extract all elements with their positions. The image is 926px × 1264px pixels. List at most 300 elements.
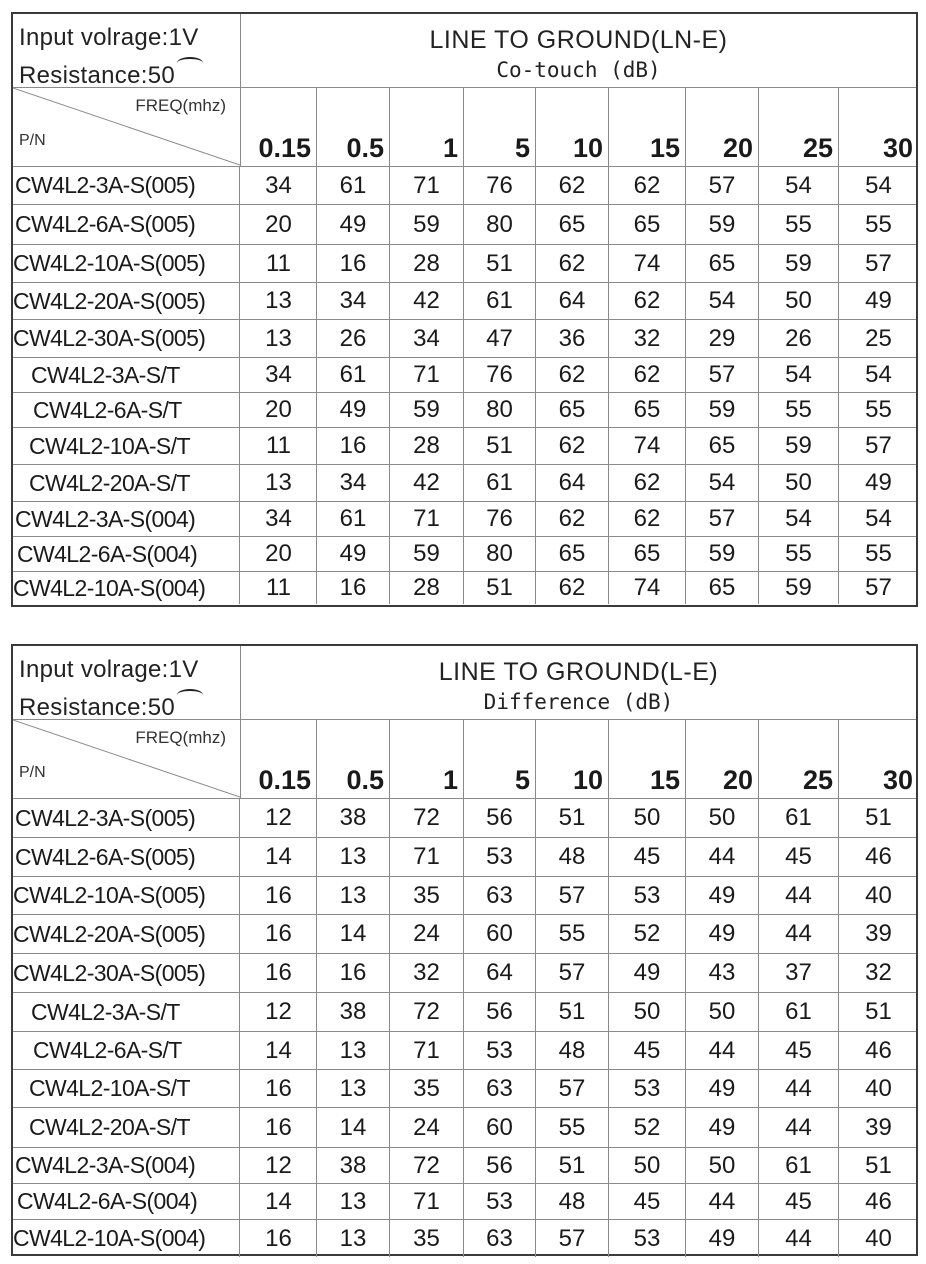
part-number-cell: CW4L2-6A-S/T [13,393,240,427]
part-number-cell: CW4L2-20A-S/T [13,1108,240,1147]
attenuation-value-cell: 20 [241,205,317,244]
input-voltage-label: Input volrage:1V [19,656,199,683]
attenuation-value-cell: 24 [390,1108,464,1147]
pn-label: P/N [19,764,46,781]
attenuation-value-cell: 51 [865,998,892,1025]
attenuation-value-cell: 61 [759,1148,839,1183]
attenuation-value-cell: 61 [464,465,536,501]
attenuation-value-cell: 61 [759,993,839,1031]
attenuation-value-cell: 14 [317,1108,390,1147]
attenuation-value-cell: 53 [609,877,686,914]
attenuation-value-cell: 13 [241,283,317,319]
attenuation-value-cell: 45 [609,1032,686,1069]
attenuation-value-cell: 16 [241,1070,317,1107]
attenuation-value-cell: 29 [686,320,759,357]
attenuation-value-cell: 49 [317,537,390,571]
attenuation-value-cell: 44 [759,1108,839,1147]
attenuation-value-cell: 55 [536,1108,609,1147]
table-row [13,320,916,358]
attenuation-value-cell: 62 [536,428,609,464]
title-block [241,646,916,719]
attenuation-value-cell: 57 [865,249,892,277]
part-number-cell: CW4L2-3A-S(005) [13,167,240,204]
pn-label: P/N [19,132,46,149]
attenuation-value-cell: 57 [686,502,759,536]
attenuation-value-cell: 44 [686,1184,759,1219]
attenuation-value-cell: 55 [759,537,839,571]
attenuation-value-cell: 71 [390,1184,464,1219]
attenuation-value-cell: 59 [686,537,759,571]
attenuation-value-cell: 32 [865,959,892,986]
table-row [13,283,916,320]
frequency-header-cell [536,88,609,166]
title-block [241,14,916,87]
attenuation-value-cell: 39 [865,920,892,947]
attenuation-value-cell: 50 [759,283,839,319]
attenuation-value-cell: 59 [759,428,839,464]
attenuation-value-cell: 54 [759,167,839,204]
attenuation-value-cell: 50 [609,993,686,1031]
frequency-value: 1 [442,133,458,163]
attenuation-value-cell: 51 [464,572,536,604]
attenuation-value-cell: 46 [865,1187,892,1215]
table-row [13,358,916,393]
attenuation-value-cell: 54 [759,358,839,392]
attenuation-value-cell: 57 [536,1220,609,1257]
attenuation-value-cell: 42 [390,283,464,319]
attenuation-value-cell: 59 [686,205,759,244]
attenuation-value-cell: 65 [609,205,686,244]
attenuation-value-cell: 49 [686,877,759,914]
attenuation-value-cell: 62 [536,167,609,204]
frequency-value: 1 [442,765,458,795]
frequency-value: 20 [722,133,753,163]
table-row [13,537,916,572]
attenuation-value-cell: 28 [390,572,464,604]
attenuation-value-cell: 55 [865,540,892,567]
attenuation-value-cell: 62 [609,465,686,501]
attenuation-value-cell: 50 [609,1148,686,1183]
attenuation-value-cell: 16 [241,915,317,953]
attenuation-value-cell: 13 [241,465,317,501]
diagonal-header-cell [13,88,241,166]
attenuation-value-cell: 32 [609,320,686,357]
attenuation-value-cell: 65 [686,245,759,282]
attenuation-value-cell: 51 [536,993,609,1031]
attenuation-value-cell: 61 [317,502,390,536]
frequency-value: 10 [572,133,603,163]
attenuation-value-cell: 51 [464,428,536,464]
table-row [13,428,916,465]
table-row [13,1220,916,1257]
table-row [13,1184,916,1220]
table-row [13,799,916,838]
attenuation-value-cell: 20 [241,393,317,427]
attenuation-value-cell: 34 [241,502,317,536]
attenuation-value-cell: 59 [759,245,839,282]
part-number-cell: CW4L2-20A-S(005) [13,915,240,953]
attenuation-value-cell: 16 [317,572,390,604]
part-number-cell: CW4L2-20A-S/T [13,465,240,501]
ohm-icon [177,57,203,69]
frequency-value: 25 [802,765,833,795]
attenuation-value-cell: 13 [317,1184,390,1219]
resistance-row [19,689,203,722]
attenuation-value-cell: 16 [317,428,390,464]
attenuation-value-cell: 55 [759,393,839,427]
frequency-value: 5 [514,765,530,795]
attenuation-value-cell: 14 [241,1184,317,1219]
attenuation-value-cell: 40 [865,881,892,909]
attenuation-value-cell: 59 [759,572,839,604]
table-row [13,877,916,915]
test-conditions [13,14,241,87]
attenuation-value-cell: 13 [241,320,317,357]
resistance-row [19,57,203,90]
attenuation-value-cell: 65 [536,537,609,571]
attenuation-value-cell: 13 [317,1070,390,1107]
attenuation-value-cell: 62 [609,502,686,536]
attenuation-value-cell: 62 [536,572,609,604]
frequency-value: 15 [649,133,680,163]
attenuation-value-cell: 45 [609,838,686,876]
frequency-header-cell [390,720,464,798]
attenuation-value-cell: 60 [464,1108,536,1147]
part-number-cell: CW4L2-3A-S/T [13,993,240,1031]
attenuation-value-cell: 71 [390,838,464,876]
table-row [13,1032,916,1070]
attenuation-value-cell: 74 [609,428,686,464]
attenuation-value-cell: 25 [865,324,892,352]
attenuation-value-cell: 36 [536,320,609,357]
part-number-cell: CW4L2-6A-S(004) [13,537,240,571]
part-number-cell: CW4L2-20A-S(005) [13,283,240,319]
frequency-header-cell [464,720,536,798]
attenuation-value-cell: 64 [536,465,609,501]
attenuation-value-cell: 56 [464,993,536,1031]
attenuation-value-cell: 57 [536,877,609,914]
attenuation-value-cell: 12 [241,1148,317,1183]
part-number-cell: CW4L2-10A-S/T [13,1070,240,1107]
attenuation-value-cell: 65 [609,537,686,571]
attenuation-value-cell: 71 [390,167,464,204]
attenuation-value-cell: 53 [609,1220,686,1257]
part-number-cell: CW4L2-6A-S(005) [13,205,240,244]
resistance-label: Resistance:50 [19,694,175,721]
attenuation-value-cell: 14 [317,915,390,953]
attenuation-value-cell: 45 [759,838,839,876]
attenuation-value-cell: 57 [536,1070,609,1107]
attenuation-value-cell: 51 [464,245,536,282]
attenuation-value-cell: 55 [536,915,609,953]
attenuation-value-cell: 49 [317,205,390,244]
attenuation-value-cell: 76 [464,502,536,536]
attenuation-value-cell: 52 [609,1108,686,1147]
attenuation-value-cell: 71 [390,1032,464,1069]
table-row [13,954,916,993]
part-number-cell: CW4L2-30A-S(005) [13,954,240,992]
frequency-header-cell [759,720,839,798]
attenuation-value-cell: 55 [865,396,892,423]
input-voltage-label: Input volrage:1V [19,24,199,51]
attenuation-value-cell: 54 [686,283,759,319]
attenuation-value-cell: 13 [317,1220,390,1257]
attenuation-value-cell: 54 [865,171,892,199]
part-number-cell: CW4L2-6A-S(005) [13,838,240,876]
frequency-value: 30 [882,133,913,163]
table-row [13,1148,916,1184]
frequency-value: 25 [802,133,833,163]
table-row [13,465,916,502]
attenuation-value-cell: 14 [241,1032,317,1069]
attenuation-value-cell: 65 [609,393,686,427]
attenuation-value-cell: 49 [686,1108,759,1147]
table-title: LINE TO GROUND(L-E) [438,658,719,686]
attenuation-value-cell: 38 [317,799,390,837]
part-number-cell: CW4L2-10A-S/T [13,428,240,464]
table-row [13,502,916,537]
attenuation-value-cell: 42 [390,465,464,501]
attenuation-value-cell: 44 [759,877,839,914]
attenuation-value-cell: 54 [865,505,892,532]
part-number-cell: CW4L2-3A-S/T [13,358,240,392]
attenuation-value-cell: 52 [609,915,686,953]
attenuation-value-cell: 43 [686,954,759,992]
attenuation-value-cell: 57 [865,432,892,459]
attenuation-value-cell: 80 [464,537,536,571]
attenuation-value-cell: 61 [317,167,390,204]
attenuation-value-cell: 46 [865,1036,892,1064]
attenuation-value-cell: 62 [536,358,609,392]
attenuation-value-cell: 72 [390,993,464,1031]
attenuation-value-cell: 71 [390,358,464,392]
attenuation-value-cell: 59 [390,393,464,427]
part-number-cell: CW4L2-10A-S(004) [13,572,240,604]
attenuation-value-cell: 74 [609,245,686,282]
attenuation-value-cell: 49 [317,393,390,427]
attenuation-value-cell: 56 [464,799,536,837]
attenuation-value-cell: 49 [686,915,759,953]
attenuation-value-cell: 16 [317,954,390,992]
attenuation-value-cell: 13 [317,838,390,876]
attenuation-value-cell: 35 [390,1220,464,1257]
attenuation-value-cell: 12 [241,993,317,1031]
attenuation-value-cell: 50 [759,465,839,501]
table-row [13,205,916,245]
part-number-cell: CW4L2-3A-S(004) [13,1148,240,1183]
attenuation-value-cell: 11 [241,572,317,604]
frequency-header-cell [317,88,390,166]
attenuation-value-cell: 44 [759,1220,839,1257]
attenuation-value-cell: 16 [241,1108,317,1147]
attenuation-value-cell: 51 [865,804,892,831]
attenuation-value-cell: 62 [609,167,686,204]
attenuation-value-cell: 50 [686,799,759,837]
attenuation-value-cell: 53 [609,1070,686,1107]
attenuation-value-cell: 49 [686,1070,759,1107]
attenuation-value-cell: 34 [241,358,317,392]
attenuation-value-cell: 32 [390,954,464,992]
attenuation-value-cell: 59 [686,393,759,427]
table-header [13,646,916,720]
attenuation-value-cell: 51 [536,1148,609,1183]
attenuation-value-cell: 13 [317,877,390,914]
attenuation-value-cell: 62 [609,283,686,319]
attenuation-value-cell: 14 [241,838,317,876]
attenuation-value-cell: 49 [686,1220,759,1257]
table-row [13,245,916,283]
attenuation-value-cell: 40 [865,1074,892,1102]
table-row [13,1108,916,1148]
attenuation-value-cell: 62 [536,245,609,282]
frequency-value: 15 [649,765,680,795]
frequency-value: 10 [572,765,603,795]
attenuation-value-cell: 61 [759,799,839,837]
attenuation-value-cell: 57 [865,574,892,601]
attenuation-value-cell: 55 [865,210,892,238]
part-number-cell: CW4L2-10A-S(005) [13,245,240,282]
attenuation-value-cell: 54 [686,465,759,501]
insertion-loss-table-ln-e [11,12,918,607]
attenuation-value-cell: 59 [390,205,464,244]
part-number-cell: CW4L2-3A-S(004) [13,502,240,536]
attenuation-value-cell: 40 [865,1224,892,1252]
table-row [13,1070,916,1108]
attenuation-value-cell: 26 [759,320,839,357]
attenuation-value-cell: 76 [464,167,536,204]
part-number-cell: CW4L2-10A-S(005) [13,877,240,914]
attenuation-value-cell: 34 [241,167,317,204]
frequency-value: 0.15 [258,133,311,163]
table-header [13,14,916,88]
attenuation-value-cell: 56 [464,1148,536,1183]
attenuation-value-cell: 74 [609,572,686,604]
attenuation-value-cell: 65 [536,393,609,427]
attenuation-value-cell: 61 [464,283,536,319]
frequency-header-cell [686,720,759,798]
attenuation-value-cell: 80 [464,205,536,244]
attenuation-value-cell: 45 [759,1184,839,1219]
frequency-header-cell [839,88,918,166]
attenuation-value-cell: 50 [609,799,686,837]
attenuation-value-cell: 63 [464,1220,536,1257]
attenuation-value-cell: 49 [609,954,686,992]
attenuation-value-cell: 48 [536,1184,609,1219]
attenuation-value-cell: 46 [865,843,892,870]
attenuation-value-cell: 61 [317,358,390,392]
attenuation-value-cell: 53 [464,1184,536,1219]
diagonal-header-cell [13,720,241,798]
attenuation-value-cell: 44 [686,1032,759,1069]
freq-unit-label: FREQ(mhz) [135,728,226,747]
attenuation-value-cell: 60 [464,915,536,953]
attenuation-value-cell: 50 [686,1148,759,1183]
part-number-cell: CW4L2-10A-S(004) [13,1220,240,1257]
attenuation-value-cell: 72 [390,1148,464,1183]
attenuation-value-cell: 48 [536,1032,609,1069]
table-row [13,838,916,877]
frequency-value: 30 [882,765,913,795]
attenuation-value-cell: 11 [241,245,317,282]
resistance-label: Resistance:50 [19,62,175,89]
attenuation-value-cell: 65 [686,572,759,604]
attenuation-value-cell: 62 [536,502,609,536]
attenuation-value-cell: 38 [317,1148,390,1183]
frequency-header-cell [390,88,464,166]
attenuation-value-cell: 57 [686,358,759,392]
attenuation-value-cell: 26 [317,320,390,357]
attenuation-value-cell: 53 [464,1032,536,1069]
attenuation-value-cell: 48 [536,838,609,876]
frequency-value: 0.5 [346,765,384,795]
attenuation-value-cell: 57 [536,954,609,992]
attenuation-value-cell: 45 [759,1032,839,1069]
table-row [13,993,916,1032]
attenuation-value-cell: 51 [865,1151,892,1179]
attenuation-value-cell: 76 [464,358,536,392]
table-row [13,572,916,604]
attenuation-value-cell: 49 [865,287,892,314]
frequency-header-cell [464,88,536,166]
attenuation-value-cell: 47 [464,320,536,357]
part-number-cell: CW4L2-3A-S(005) [13,799,240,837]
attenuation-value-cell: 62 [609,358,686,392]
insertion-loss-table-l-e [11,644,918,1256]
frequency-value: 0.15 [258,765,311,795]
attenuation-value-cell: 63 [464,877,536,914]
ohm-icon [177,689,203,701]
attenuation-value-cell: 80 [464,393,536,427]
frequency-header-cell [241,88,317,166]
attenuation-value-cell: 64 [536,283,609,319]
attenuation-value-cell: 54 [865,361,892,388]
attenuation-value-cell: 24 [390,915,464,953]
freq-unit-label: FREQ(mhz) [135,96,226,115]
frequency-header-cell [609,88,686,166]
frequency-header-cell [686,88,759,166]
attenuation-value-cell: 16 [241,1220,317,1257]
attenuation-value-cell: 37 [759,954,839,992]
attenuation-value-cell: 16 [241,877,317,914]
attenuation-value-cell: 71 [390,502,464,536]
frequency-header-cell [536,720,609,798]
attenuation-value-cell: 35 [390,1070,464,1107]
frequency-header-cell [759,88,839,166]
part-number-cell: CW4L2-6A-S/T [13,1032,240,1069]
attenuation-value-cell: 35 [390,877,464,914]
attenuation-value-cell: 34 [317,283,390,319]
part-number-cell: CW4L2-30A-S(005) [13,320,240,357]
attenuation-value-cell: 49 [865,469,892,496]
attenuation-value-cell: 44 [686,838,759,876]
attenuation-value-cell: 28 [390,428,464,464]
attenuation-value-cell: 38 [317,993,390,1031]
attenuation-value-cell: 63 [464,1070,536,1107]
part-number-cell: CW4L2-6A-S(004) [13,1184,240,1219]
attenuation-value-cell: 59 [390,537,464,571]
attenuation-value-cell: 20 [241,537,317,571]
table-row [13,393,916,428]
frequency-header-cell [839,720,918,798]
attenuation-value-cell: 16 [241,954,317,992]
attenuation-value-cell: 12 [241,799,317,837]
attenuation-value-cell: 44 [759,915,839,953]
frequency-header-cell [317,720,390,798]
table-title: LINE TO GROUND(LN-E) [429,26,728,54]
attenuation-value-cell: 64 [464,954,536,992]
attenuation-value-cell: 11 [241,428,317,464]
table-subtitle: Difference (dB) [483,690,674,714]
